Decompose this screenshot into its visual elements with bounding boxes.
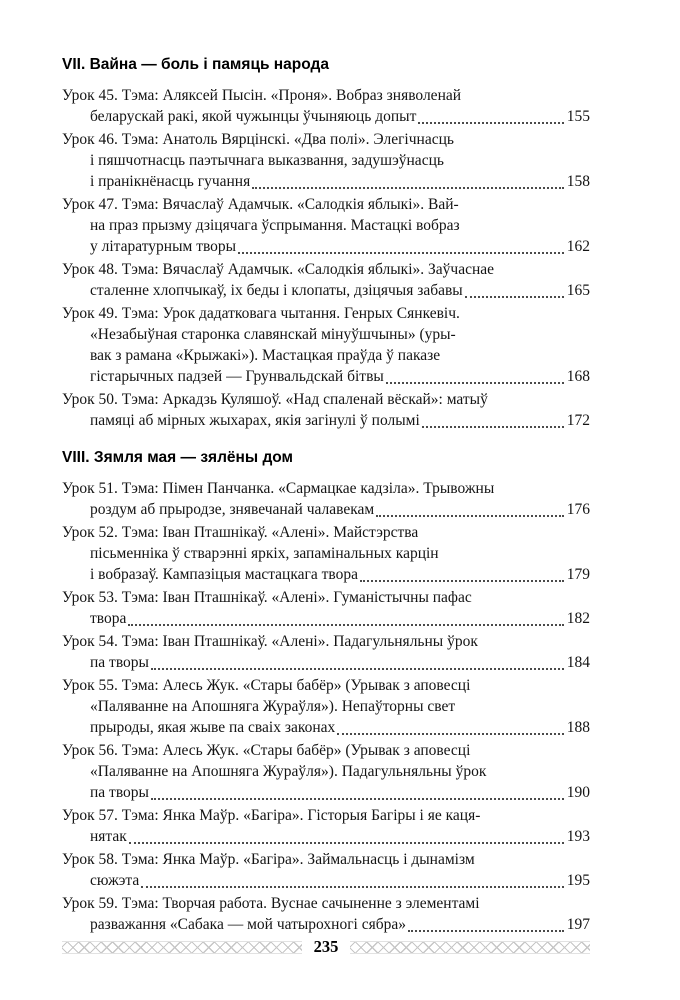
toc-entry xyxy=(62,194,590,257)
entry-text: і вобразаў. Кампазіцыя мастацкага твора xyxy=(90,566,359,583)
entry-text: і пранікнёнасць гучання xyxy=(90,173,251,190)
toc-line: Урок 59. Тэма: Творчая работа. Вуснае сачыненне з элементамі xyxy=(62,895,480,912)
toc-line xyxy=(62,171,590,192)
entry-text: сталенне хлопчыкаў, іх беды і клопаты, дзіцячыя забавы xyxy=(90,282,463,299)
page-number: 195 xyxy=(566,872,590,889)
toc-line xyxy=(62,826,590,847)
toc-line: «Незабыўная старонка славянскай мінуўшчыны» (уры- xyxy=(90,326,456,343)
entry-text: твора xyxy=(90,610,127,627)
toc-line: Урок 55. Тэма: Алесь Жук. «Стары бабёр» (Урывак з аповесці xyxy=(62,677,471,694)
toc-line: на праз прызму дзіцячага ўспрымання. Мастацкі вобраз xyxy=(90,217,460,234)
page-number: 168 xyxy=(566,368,590,385)
toc-entry xyxy=(62,893,590,935)
toc-entry xyxy=(62,805,590,847)
dot-leader xyxy=(337,717,563,735)
dot-leader xyxy=(376,499,564,517)
entry-text: сюжэта xyxy=(90,872,140,889)
dot-leader xyxy=(360,564,564,582)
page-number: 172 xyxy=(566,412,590,429)
page-number: 165 xyxy=(566,282,590,299)
entry-text: прыроды, якая жыве па сваіх законах xyxy=(90,719,336,736)
toc-entry xyxy=(62,849,590,891)
toc-entry xyxy=(62,129,590,192)
page-number: 158 xyxy=(566,173,590,190)
toc-line xyxy=(62,870,590,891)
section-heading: VIII. Зямля мая — зялёны дом xyxy=(62,449,294,466)
ornament-band-right xyxy=(350,941,590,954)
page-number: 155 xyxy=(566,108,590,125)
entry-text: памяці аб мірных жыхарах, якія загінулі ў полымі xyxy=(90,412,420,429)
toc-line: Урок 52. Тэма: Іван Пташнікаў. «Алені». Майстэрства xyxy=(62,524,419,541)
toc-entry xyxy=(62,478,590,520)
toc-line xyxy=(62,280,590,301)
toc-line xyxy=(62,236,590,257)
dot-leader xyxy=(151,782,564,800)
toc-line: і пяшчотнасць паэтычнага выказвання, задушэўнасць xyxy=(90,152,444,169)
page-number: 176 xyxy=(566,501,590,518)
dot-leader xyxy=(422,410,564,428)
toc-line: Урок 45. Тэма: Аляксей Пысін. «Проня». Вобраз зняволенай xyxy=(62,87,462,104)
section-heading: VII. Вайна — боль і памяць народа xyxy=(62,56,329,73)
toc-line: вак з рамана «Крыжакі»). Мастацкая праўда ў паказе xyxy=(90,347,441,364)
toc-line xyxy=(62,914,590,935)
page-number: 184 xyxy=(566,654,590,671)
toc-line xyxy=(62,410,590,431)
dot-leader xyxy=(386,366,564,384)
toc-line: Урок 58. Тэма: Янка Маўр. «Багіра». Займальнасць і дынамізм xyxy=(62,851,475,868)
dot-leader xyxy=(128,608,563,626)
entry-text: нятак xyxy=(90,828,127,845)
toc-line xyxy=(62,717,590,738)
toc-line: Урок 48. Тэма: Вячаслаў Адамчык. «Салодкія яблыкі». Заўчаснае xyxy=(62,261,495,278)
page-number: 179 xyxy=(566,566,590,583)
toc-line xyxy=(62,499,590,520)
toc-line xyxy=(62,564,590,585)
page-number: 197 xyxy=(566,916,590,933)
page-number: 193 xyxy=(566,828,590,845)
dot-leader xyxy=(141,870,563,888)
toc-line: Урок 46. Тэма: Анатоль Вярцінскі. «Два полі». Элегічнасць xyxy=(62,131,454,148)
toc-entry xyxy=(62,389,590,431)
page-footer xyxy=(62,937,590,957)
entry-text: па творы xyxy=(90,654,149,671)
toc-line: Урок 57. Тэма: Янка Маўр. «Багіра». Гісторыя Багіры і яе каця- xyxy=(62,807,481,824)
dot-leader xyxy=(252,171,564,189)
toc-entry xyxy=(62,522,590,585)
toc-line: Урок 50. Тэма: Аркадзь Куляшоў. «Над спаленай вёскай»: матыў xyxy=(62,391,488,408)
entry-text: беларускай ракі, якой чужынцы ўчыняюць допыт xyxy=(90,108,417,125)
toc-line: Урок 53. Тэма: Іван Пташнікаў. «Алені». Гуманістычны пафас xyxy=(62,589,472,606)
toc-line xyxy=(62,782,590,803)
toc-entry xyxy=(62,259,590,301)
toc-entry xyxy=(62,587,590,629)
page-number: 162 xyxy=(566,238,590,255)
toc-line: Урок 47. Тэма: Вячаслаў Адамчык. «Салодкія яблыкі». Вай- xyxy=(62,196,459,213)
entry-text: роздум аб прыродзе, знявечанай чалавекам xyxy=(90,501,375,518)
toc-line: Урок 56. Тэма: Алесь Жук. «Стары бабёр» (Урывак з аповесці xyxy=(62,742,471,759)
dot-leader xyxy=(238,236,564,254)
toc-line: Урок 51. Тэма: Пімен Панчанка. «Сармацкае кадзіла». Трывожны xyxy=(62,480,495,497)
toc-line xyxy=(62,608,590,629)
toc-line xyxy=(62,366,590,387)
entry-text: гістарычных падзей — Грунвальдскай бітвы xyxy=(90,368,384,385)
entry-text: у літаратурным творы xyxy=(90,238,237,255)
toc-entry xyxy=(62,631,590,673)
toc-entry xyxy=(62,303,590,387)
page-number: 188 xyxy=(566,719,590,736)
toc-line xyxy=(62,652,590,673)
page-number: 182 xyxy=(566,610,590,627)
toc-line: Урок 49. Тэма: Урок дадатковага чытання. Генрых Сянкевіч. xyxy=(62,305,460,322)
entry-text: разважання «Сабака — мой чатырохногі сябра» xyxy=(90,916,407,933)
toc-entry xyxy=(62,675,590,738)
footer-page-number: 235 xyxy=(313,937,339,956)
toc-line: «Паляванне на Апошняга Жураўля»). Непаўторны свет xyxy=(90,698,456,715)
page-number: 190 xyxy=(566,784,590,801)
dot-leader xyxy=(129,826,564,844)
toc-line: Урок 54. Тэма: Іван Пташнікаў. «Алені». Падагульняльны ўрок xyxy=(62,633,478,650)
ornament-band-left xyxy=(62,941,302,954)
dot-leader xyxy=(418,106,563,124)
toc-entry xyxy=(62,740,590,803)
entry-text: па творы xyxy=(90,784,149,801)
dot-leader xyxy=(408,914,564,932)
toc-line xyxy=(62,106,590,127)
table-of-contents xyxy=(62,56,590,937)
toc-entry xyxy=(62,85,590,127)
dot-leader xyxy=(465,280,564,298)
toc-line: пісьменніка ў стварэнні яркіх, запамінальных карцін xyxy=(90,545,439,562)
dot-leader xyxy=(151,652,564,670)
toc-line: «Паляванне на Апошняга Жураўля»). Падагульняльны ўрок xyxy=(90,763,487,780)
